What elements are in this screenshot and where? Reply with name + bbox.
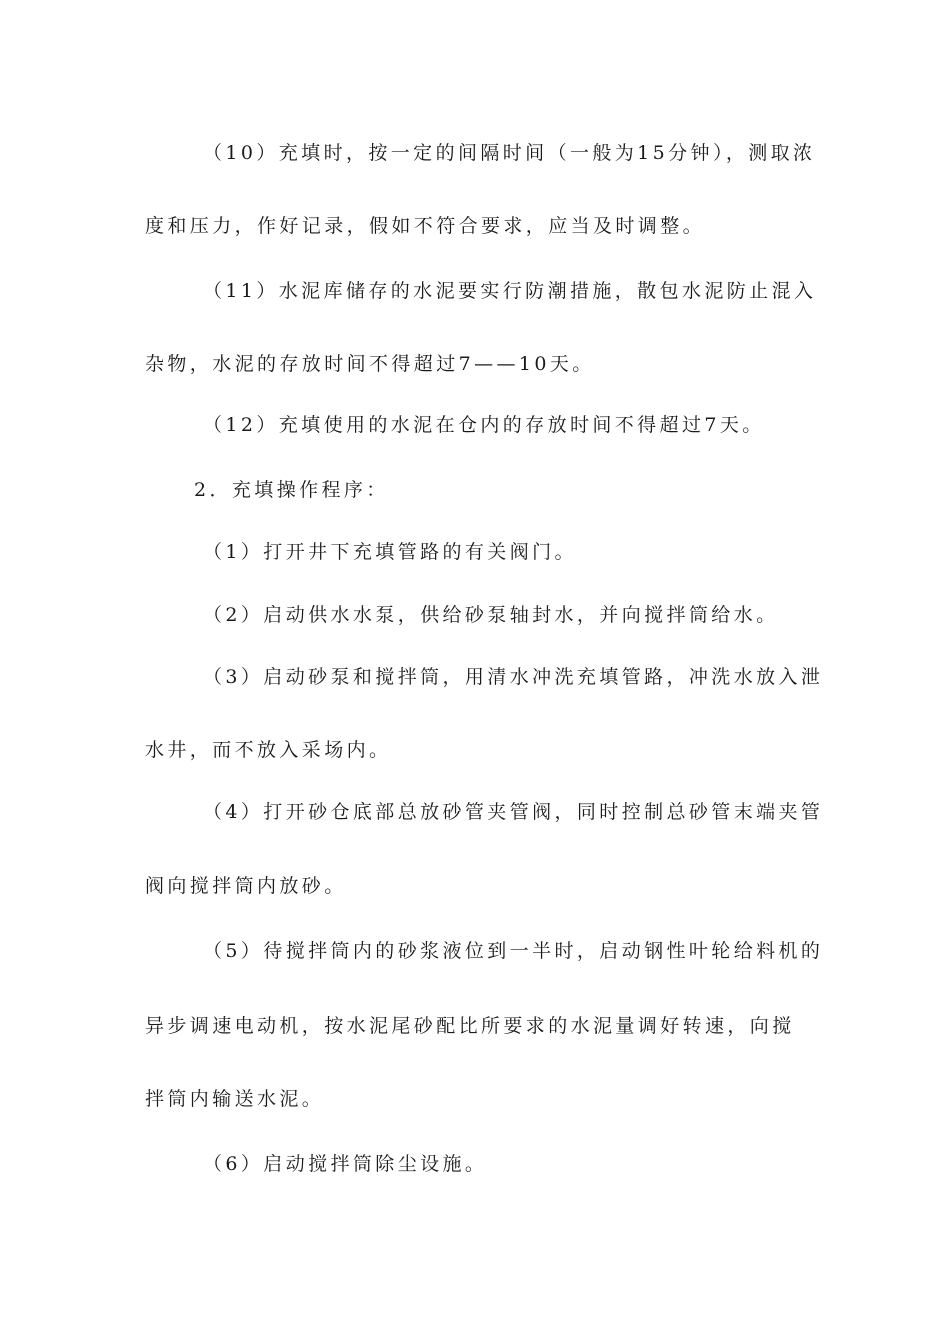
step-1: （1）打开井下充填管路的有关阀门。 [203,541,577,563]
step-5-line-1: （5）待搅拌筒内的砂浆液位到一半时，启动钢性叶轮给料机的 [203,940,824,962]
paragraph-11-line-2: 杂物，水泥的存放时间不得超过7——10天。 [145,353,595,375]
step-3-line-2: 水井，而不放入采场内。 [145,739,392,761]
step-3-line-1: （3）启动砂泵和搅拌筒，用清水冲洗充填管路，冲洗水放入泄 [203,666,824,688]
step-2: （2）启动供水水泵，供给砂泵轴封水，并向搅拌筒给水。 [203,604,779,626]
section-heading: 2．充填操作程序： [194,479,389,501]
step-5-line-2: 异步调速电动机，按水泥尾砂配比所要求的水泥量调好转速，向搅 [145,1015,795,1037]
step-4-line-1: （4）打开砂仓底部总放砂管夹管阀，同时控制总砂管末端夹管 [203,801,824,823]
step-6: （6）启动搅拌筒除尘设施。 [203,1153,488,1175]
step-4-line-2: 阀向搅拌筒内放砂。 [145,875,347,897]
paragraph-12: （12）充填使用的水泥在仓内的存放时间不得超过7天。 [203,414,765,436]
step-5-line-3: 拌筒内输送水泥。 [145,1088,325,1110]
paragraph-10-line-2: 度和压力，作好记录，假如不符合要求，应当及时调整。 [145,215,706,237]
paragraph-11-line-1: （11）水泥库储存的水泥要实行防潮措施，散包水泥防止混入 [203,280,817,302]
paragraph-10-line-1: （10）充填时，按一定的间隔时间（一般为15分钟），测取浓 [203,142,816,164]
